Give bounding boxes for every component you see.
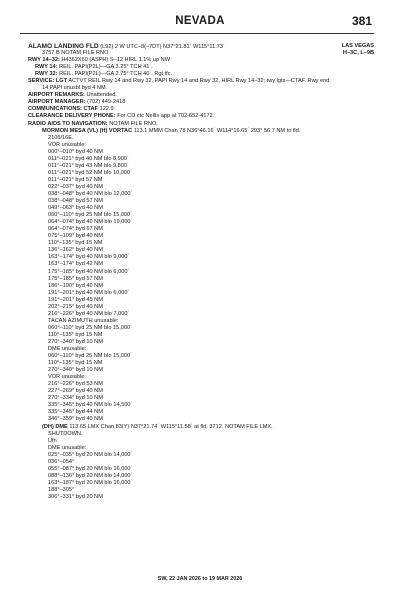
dme-label: (DH) DME: [42, 423, 68, 430]
restriction-line: 075°–109° byd 40 NM: [48, 233, 103, 240]
restriction-line: 188°–305°: [48, 486, 75, 493]
restriction-line: 038°–048° byd 40 NM blo 12,000´: [48, 190, 133, 197]
restriction-line: 163°–174° byd 42 NM: [48, 261, 103, 268]
clearance-line: [28, 113, 374, 120]
rwy14-text: REIL. PAPI(P2L)—GA 3.25° TCH 41´.: [59, 64, 153, 71]
rwy32-text: REIL. PAPI(P2L)—GA 2.75° TCH 40´. Rgt tfc.: [59, 71, 173, 78]
restriction-line: 175°–185° byd 40 NM blo 6,000´: [48, 268, 130, 275]
vortac-text: 113.1 MMM Chan 78 N36°46.16´ W114°16.65´ 293° 56.7 NM to fld.: [133, 127, 301, 134]
restriction-line: Ufn: [48, 437, 57, 444]
elevation-notam: 3757 B NOTAM FILE RNO: [42, 50, 109, 57]
comms-text: 122.9: [99, 106, 114, 113]
rwy32-line: [28, 71, 374, 78]
restriction-line: 227°–269° byd 40 NM: [48, 388, 103, 395]
runway-line: [28, 57, 374, 64]
restriction-line: 011°–021° byd 52 NM blo 10,000´: [48, 169, 132, 176]
restriction-line: 011°–021° byd 57 NM: [48, 176, 103, 183]
restriction-line: 270°–340° byd 10 NM: [48, 338, 103, 345]
state-title: NEVADA: [175, 15, 225, 27]
restriction-line: 088°–136° byd 20 NM blo 14,000´: [48, 472, 133, 479]
comms-line: [28, 106, 374, 113]
vortac-restrictions: [28, 142, 374, 424]
vortac-line: [28, 128, 374, 135]
restriction-line: 011°–021° byd 40 NM blo 8,900´: [48, 155, 129, 162]
clearance-text: For CD ctc Nellis app at 702-652-4172.: [117, 113, 215, 120]
restriction-line: 036°–054°: [48, 458, 75, 465]
remarks-text: Unattended.: [86, 92, 117, 99]
restriction-line: VOR unusable:: [48, 374, 86, 381]
remarks-label: AIRPORT REMARKS:: [28, 92, 85, 99]
restriction-line: 191°–201° byd 45 NM: [48, 296, 103, 303]
restriction-line: 136°–162° byd 40 NM: [48, 247, 103, 254]
dme-line: [28, 424, 374, 431]
restriction-line: 060°–110° byd 25 NM blo 15,000´: [48, 212, 132, 219]
airport-id-line: (L92) 2 W UTC–8(–7DT) N37°21.81´ W115°11.73´: [100, 44, 225, 50]
restriction-line: 055°–087° byd 20 NM blo 16,000´: [48, 465, 133, 472]
dme-restrictions: [28, 438, 374, 501]
restriction-line: 038°–048° byd 57 NM: [48, 198, 103, 205]
dme-cont: SHUTDOWN.: [48, 430, 83, 437]
restriction-line: 191°–201° byd 40 NM blo 6,000´: [48, 289, 130, 296]
dme-text: 113.65 LMX Chan 83(Y) N37°21.74´ W115°11.58´ at fld. 3712. NOTAM FILE LMX.: [69, 423, 273, 430]
clearance-label: CLEARANCE DELIVERY PHONE:: [28, 113, 116, 120]
restriction-line: 163°–187° byd 20 NM blo 16,000´: [48, 479, 133, 486]
rwy14-label: RWY 14:: [35, 64, 58, 71]
restriction-line: 216°–226° byd 53 NM: [48, 381, 103, 388]
airport-line-2: [28, 50, 374, 57]
rwy14-line: [28, 64, 374, 71]
restriction-line: 011°–021° byd 43 NM blo 9,800´: [48, 162, 129, 169]
comms-label: COMMUNICATIONS: CTAF: [28, 106, 99, 113]
restriction-line: 022°–037° byd 40 NM: [48, 183, 103, 190]
manager-line: [28, 99, 374, 106]
restriction-line: DME unusable:: [48, 444, 87, 451]
chart-reference: H–3C, L–9B: [342, 50, 374, 57]
restriction-line: 335°–345° byd 44 NM: [48, 409, 103, 416]
header-rule: [20, 33, 374, 34]
restriction-line: 270°–340° byd 10 NM: [48, 367, 103, 374]
airport-city: LAS VEGAS: [341, 43, 374, 49]
rwy32-label: RWY 32:: [35, 71, 58, 78]
runway-text: H4362X60 (ASPH) S–12 HIRL 1.1% up NW: [61, 57, 171, 64]
restriction-line: 060°–110° byd 25 NM blo 15,000´: [48, 324, 132, 331]
vortac-cont-line: [28, 135, 374, 142]
restriction-line: 186°–190° byd 40 NM: [48, 282, 103, 289]
restriction-line: 060°–110° byd 25 NM blo 15,000´: [48, 353, 132, 360]
navaid-text: NOTAM FILE RNO.: [109, 120, 158, 127]
restriction-line: 346°–359° byd 40 NM: [48, 416, 103, 423]
service-lgt-label: LGT: [55, 78, 68, 85]
restriction-line: 216°–226° byd 40 NM blo 7,000´: [48, 310, 130, 317]
restriction-line: 110°–135° byd 15 NM: [48, 360, 103, 367]
restriction-line: TACAN AZIMUTH unusable:: [48, 317, 119, 324]
restriction-line: 000°–010° byd 40 NM: [48, 148, 103, 155]
airport-entry: [28, 43, 374, 501]
remarks-line: [28, 92, 374, 99]
restriction-line: DME unusable:: [48, 346, 87, 353]
restriction-line: 049°–063° byd 40 NM: [48, 205, 103, 212]
airport-line-1: [28, 43, 374, 50]
restriction-line: 025°–035° byd 20 NM blo 14,000´: [48, 451, 133, 458]
manager-label: AIRPORT MANAGER:: [28, 99, 86, 106]
restriction-line: 202°–215° byd 40 NM: [48, 303, 103, 310]
effective-dates: SW, 22 JAN 2026 to 19 MAR 2026: [157, 576, 243, 582]
restriction-line: 110°–135° byd 15 NM: [48, 240, 103, 247]
service-label: SERVICE:: [28, 78, 55, 85]
page-header: [0, 0, 400, 36]
navaid-label: RADIO AIDS TO NAVIGATION:: [28, 120, 108, 127]
restriction-line: VOR unusable:: [48, 141, 86, 148]
service-text: ACTVT REIL Rwy 14 and Rwy 32, PAPI Rwy 14 and Rwy 32, HIRL Rwy 14–32; twy lgts—CTAF. Rwy end: [68, 78, 330, 85]
runway-label: RWY 14–32:: [28, 57, 60, 64]
dme-cont-line: [28, 431, 374, 438]
restriction-line: 110°–135° byd 15 NM: [48, 331, 103, 338]
vortac-label: MORMON MESA (VL) (H) VORTAC: [42, 127, 133, 134]
restriction-line: 064°–074° byd 67 NM: [48, 226, 103, 233]
restriction-line: 175°–185° byd 57 NM: [48, 275, 103, 282]
service-cont-line: [28, 85, 374, 92]
restriction-line: 270°–334° byd 10 NM: [48, 395, 103, 402]
restriction-line: 064°–074° byd 40 NM blo 19,000´: [48, 219, 133, 226]
restriction-line: 335°–345° byd 40 NM blo 14,500´: [48, 402, 133, 409]
page-number: 381: [351, 14, 372, 28]
service-cont: 14 PAPI unusbl byd 4 NM.: [42, 85, 108, 92]
restriction-line: 306°–331° byd 20 NM: [48, 494, 103, 500]
navaid-line: [28, 121, 374, 128]
vortac-cont: 2106/16E.: [48, 134, 74, 141]
manager-text: (702) 449-2418: [87, 99, 126, 106]
airport-name: ALAMO LANDING FLD: [28, 43, 99, 50]
service-line: [28, 78, 374, 85]
restriction-line: 163°–174° byd 40 NM blo 9,000´: [48, 254, 130, 261]
